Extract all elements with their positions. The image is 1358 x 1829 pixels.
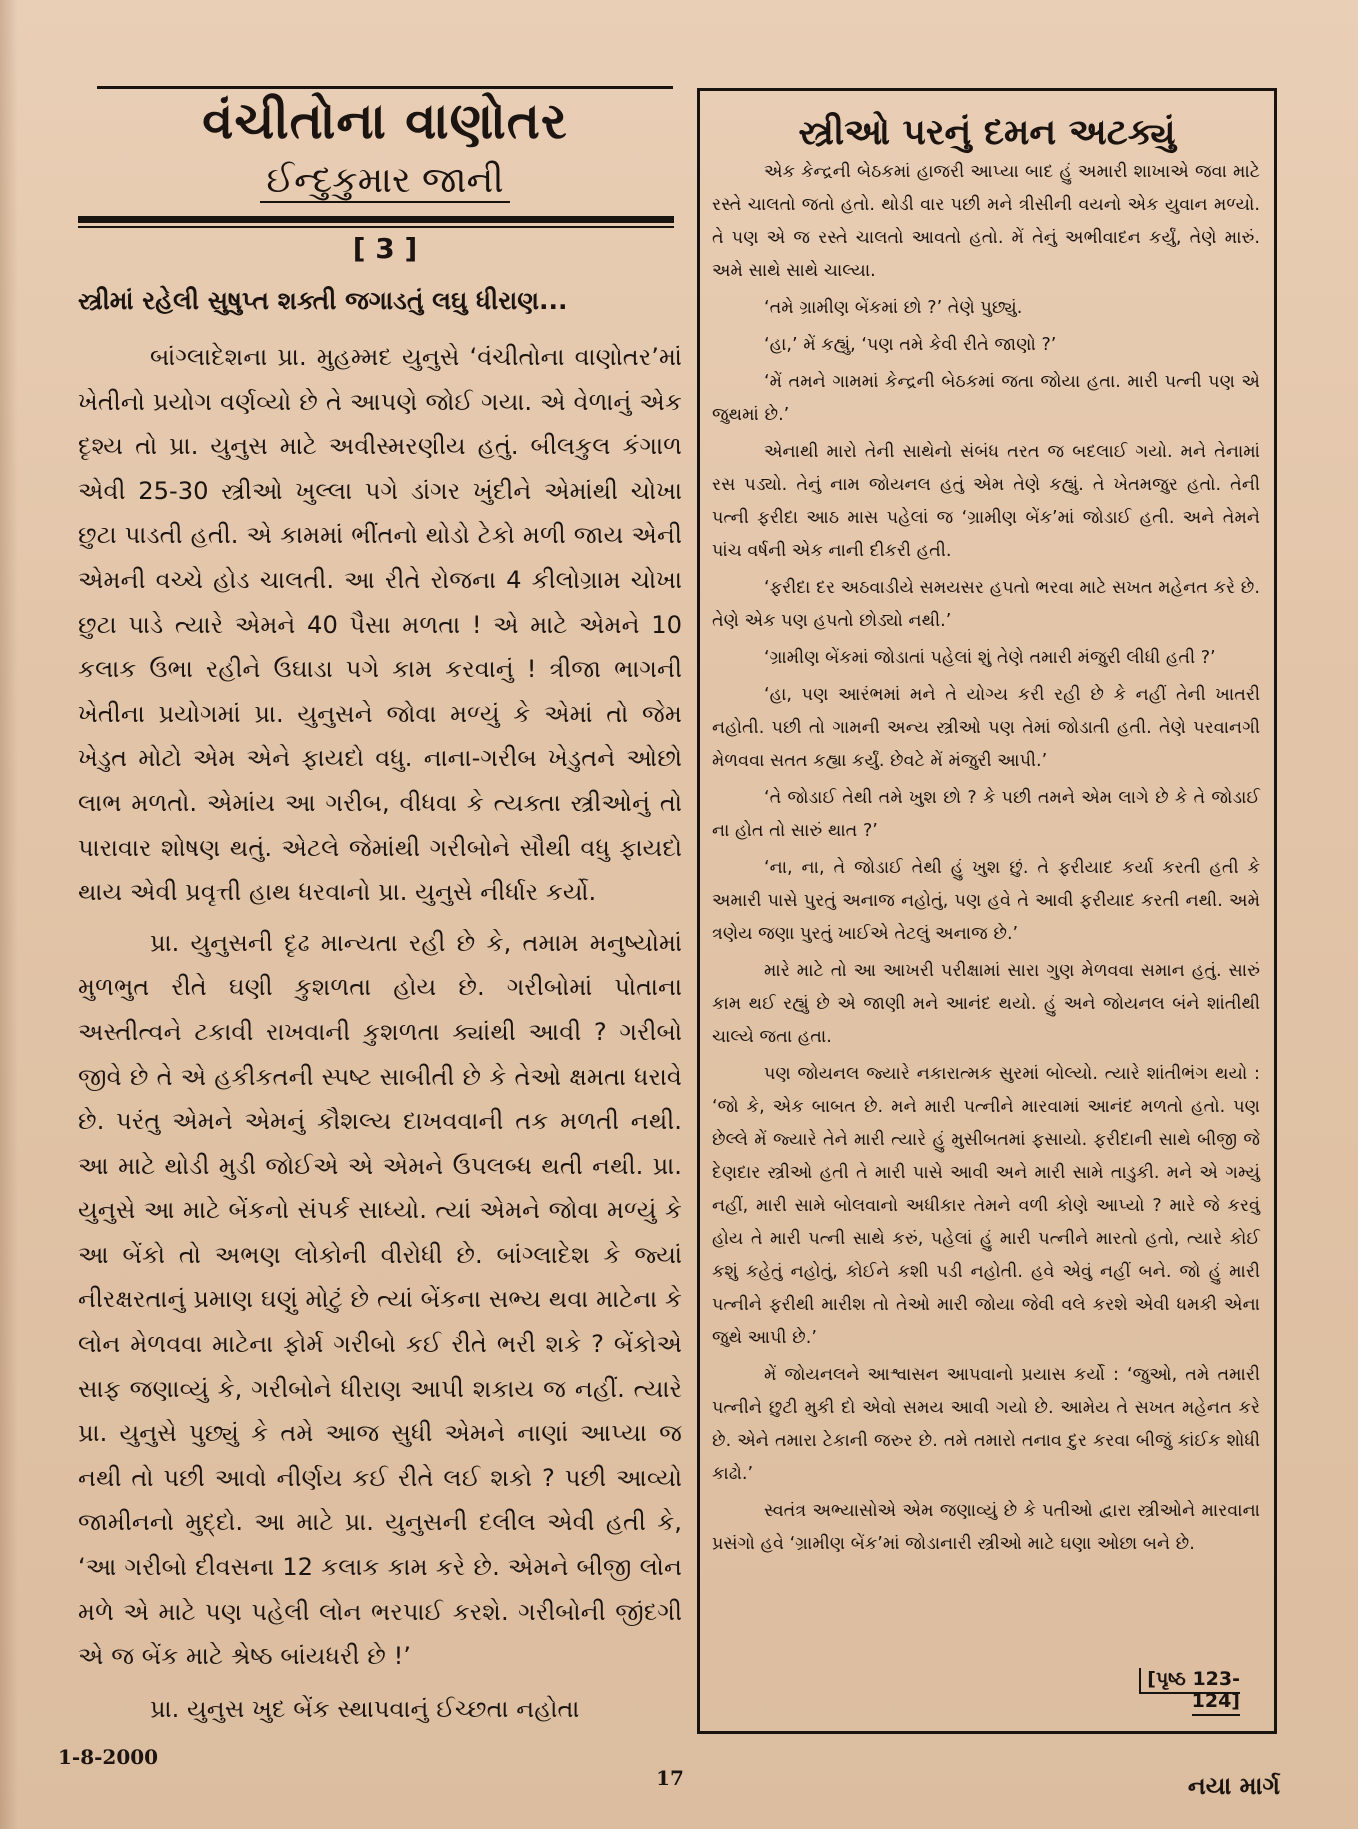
footer-magazine-name: નયા માર્ગ <box>1187 1772 1280 1800</box>
article-paragraph: બાંગ્લાદેશના પ્રા. મુહમ્મદ યુનુસે ‘વંચીતોના વાણોતર’માં ખેતીનો પ્રયોગ વર્ણવ્યો છે તે આપણે જોઈ ગયા. એ વેળાનું એક દૃશ્ય તો પ્રા. યુનુસ માટે અવીસ્મરણીય હતું. બીલકુલ કંગાળ એવી 25-30 સ્ત્રીઓ ખુલ્લા પગે ડાંગર ખુંદીને એમાંથી ચોખા છુટા પાડતી હતી. એ કામમાં ભીંતનો થોડો ટેકો મળી જાય એની એમની વચ્ચે હોડ ચાલતી. આ રીતે રોજના 4 કીલોગ્રામ ચોખા છુટા પાડે ત્યારે એમને 40 પૈસા મળતા ! એ માટે એમને 10 કલાક ઉભા રહીને ઉઘાડા પગે કામ કરવાનું ! ત્રીજા ભાગની ખેતીના પ્રયોગમાં પ્રા. યુનુસને જોવા મળ્યું કે એમાં તો જેમ ખેડુત મોટો એમ એને ફાયદો વધુ. નાના-ગરીબ ખેડુતને ઓછો લાભ મળતો. એમાંય આ ગરીબ, વીધવા કે ત્યક્તા સ્ત્રીઓનું તો પારાવાર શોષણ થતું. એટલે જેમાંથી ગરીબોને સૌથી વધુ ફાયદો થાય એવી પ્રવૃત્તી હાથ ધરવાનો પ્રા. યુનુસે નીર્ધાર કર્યો. <box>78 343 682 907</box>
sidebar-paragraph: ‘તે જોડાઈ તેથી તમે ખુશ છો ? કે પછી તમને એમ લાગે છે કે તે જોડાઈ ના હોત તો સારું થાત ?’ <box>712 788 1260 841</box>
part-number: [ 3 ] <box>352 232 418 265</box>
sidebar-paragraph: મેં જોયનલને આશ્વાસન આપવાનો પ્રયાસ કર્યો : ‘જુઓ, તમે તમારી પત્નીને છુટી મુકી દો એવો સમય આવી ગયો છે. આમેય તે સખત મહેનત કરે છે. એને તમારા ટેકાની જરુર છે. તમે તમારો તનાવ દુર કરવા બીજું કાંઈક શોધી કાઢો.’ <box>712 1365 1260 1484</box>
sidebar-paragraph: ‘ગ્રામીણ બેંકમાં જોડાતાં પહેલાં શું તેણે તમારી મંજુરી લીધી હતી ?’ <box>764 648 1216 668</box>
article-author <box>97 160 673 202</box>
author-name: ઈન્દુકુમાર જાની <box>260 160 509 203</box>
sidebar-title: સ્ત્રીઓ પરનું દમન અટક્યું <box>798 112 1176 153</box>
article-body <box>78 335 682 1737</box>
footer-page-number: 17 <box>656 1766 684 1790</box>
footer-date: 1-8-2000 <box>58 1745 159 1769</box>
sidebar-body <box>712 156 1260 1565</box>
sidebar-paragraph: પણ જોયનલ જ્યારે નકારાત્મક સુરમાં બોલ્યો. ત્યારે શાંતીભંગ થયો : ‘જો કે, એક બાબત છે. મને મારી પત્નીને મારવામાં આનંદ મળતો હતો. પણ છેલ્લે મેં જ્યારે તેને મારી ત્યારે હું મુસીબતમાં ફસાયો. ફરીદાની સાથે બીજી જે દેણદાર સ્ત્રીઓ હતી તે મારી પાસે આવી અને મારી સામે તાડુકી. મને એ ગમ્યું નહીં, મારી સામે બોલવાનો અધીકાર તેમને વળી કોણે આપ્યો ? મારે જે કરવું હોય તે મારી પત્ની સાથે કરું, પહેલાં હું મારી પત્નીને મારતો હતો, ત્યારે કોઈ કશું કહેતું નહોતું, કોઈને કશી પડી નહોતી. હવે એવું નહીં બને. જો હું મારી પત્નીને ફરીથી મારીશ તો તેઓ મારી જોયા જેવી વલે કરશે એવી ધમકી એના જુથે આપી છે.’ <box>712 1064 1260 1348</box>
article-paragraph: પ્રા. યુનુસ ખુદ બેંક સ્થાપવાનું ઈચ્છતા નહોતા <box>150 1694 580 1723</box>
sidebar-paragraph: ‘મેં તમને ગામમાં કેન્દ્રની બેઠકમાં જતા જોયા હતા. મારી પત્ની પણ એ જુથમાં છે.’ <box>712 372 1260 425</box>
author-thick-rule <box>78 216 674 223</box>
title-top-rule <box>97 86 673 89</box>
author-thin-rule <box>78 226 674 228</box>
sidebar-paragraph: ‘તમે ગ્રામીણ બેંકમાં છો ?’ તેણે પુછ્યું. <box>764 298 1023 318</box>
sidebar-paragraph: એક કેન્દ્રની બેઠકમાં હાજરી આપ્યા બાદ હું અમારી શાખાએ જવા માટે રસ્તે ચાલતો જતો હતો. થોડી વાર પછી મને ત્રીસીની વયનો એક યુવાન મળ્યો. તે પણ એ જ રસ્તે ચાલતો આવતો હતો. મેં તેનું અભીવાદન કર્યું, તેણે મારું. અમે સાથે સાથે ચાલ્યા. <box>712 162 1260 281</box>
article-title: વંચીતોના વાણોતર <box>202 92 568 150</box>
sidebar-paragraph: મારે માટે તો આ આખરી પરીક્ષામાં સારા ગુણ મેળવવા સમાન હતું. સારું કામ થઈ રહ્યું છે એ જાણી મને આનંદ થયો. હું અને જોયનલ બંને શાંતીથી ચાલ્યે જતા હતા. <box>712 961 1260 1047</box>
sidebar-paragraph: ‘હા, પણ આરંભમાં મને તે યોગ્ય કરી રહી છે કે નહીં તેની ખાતરી નહોતી. પછી તો ગામની અન્ય સ્ત્રીઓ પણ તેમાં જોડાતી હતી. તેણે પરવાનગી મેળવવા સતત કહ્યા કર્યું. છેવટે મેં મંજુરી આપી.’ <box>712 685 1260 771</box>
article-paragraph: પ્રા. યુનુસની દૃઢ માન્યતા રહી છે કે, તમામ મનુષ્યોમાં મુળભુત રીતે ઘણી કુશળતા હોય છે. ગરીબોમાં પોતાના અસ્તીત્વને ટકાવી રાખવાની કુશળતા ક્યાંથી આવી ? ગરીબો જીવે છે તે એ હકીકતની સ્પષ્ટ સાબીતી છે કે તેઓ ક્ષમતા ધરાવે છે. પરંતુ એમને એમનું કૌશલ્ય દાખવવાની તક મળતી નથી. આ માટે થોડી મુડી જોઈએ એ એમને ઉપલબ્ધ થતી નથી. પ્રા. યુનુસે આ માટે બેંકનો સંપર્ક સાધ્યો. ત્યાં એમને જોવા મળ્યું કે આ બેંકો તો અભણ લોકોની વીરોધી છે. બાંગ્લાદેશ કે જ્યાં નીરક્ષરતાનું પ્રમાણ ઘણું મોટું છે ત્યાં બેંકના સભ્ય થવા માટેના કે લોન મેળવવા માટેના ફોર્મ ગરીબો કઈ રીતે ભરી શકે ? બેંકોએ સાફ જણાવ્યું કે, ગરીબોને ધીરાણ આપી શકાય જ નહીં. ત્યારે પ્રા. યુનુસે પુછ્યું કે તમે આજ સુધી એમને નાણાં આપ્યા જ નથી તો પછી આવો નીર્ણય કઈ રીતે લઈ શકો ? પછી આવ્યો જામીનનો મુદ્દો. આ માટે પ્રા. યુનુસની દલીલ એવી હતી કે, ‘આ ગરીબો દીવસના 12 કલાક કામ કરે છે. એમને બીજી લોન મળે એ માટે પણ પહેલી લોન ભરપાઈ કરશે. ગરીબોની જીંદગી એ જ બેંક માટે શ્રેષ્ઠ બાંયધરી છે !’ <box>78 928 682 1671</box>
sidebar-paragraph: એનાથી મારો તેની સાથેનો સંબંધ તરત જ બદલાઈ ગયો. મને તેનામાં રસ પડ્યો. તેનું નામ જોયનલ હતું એમ તેણે કહ્યું. તે ખેતમજુર હતો. તેની પત્ની ફરીદા આઠ માસ પહેલાં જ ‘ગ્રામીણ બેંક’માં જોડાઈ હતી. અને તેમને પાંચ વર્ષની એક નાની દીકરી હતી. <box>712 442 1260 561</box>
sidebar-page-reference <box>1100 1668 1240 1712</box>
sidebar-paragraph: ‘ના, ના, તે જોડાઈ તેથી હું ખુશ છું. તે ફરીયાદ કર્યા કરતી હતી કે અમારી પાસે પુરતું અનાજ નહોતું, પણ હવે તે આવી ફરીયાદ કરતી નથી. અમે ત્રણેય જણા પુરતું ખાઈએ તેટલું અનાજ છે.’ <box>712 858 1260 944</box>
sidebar-paragraph: ‘હા,’ મેં કહ્યું, ‘પણ તમે કેવી રીતે જાણો ?’ <box>764 335 1057 355</box>
article-subheading: સ્ત્રીમાં રહેલી સુષુપ્ત શક્તી જગાડતું લઘુ ધીરાણ... <box>78 286 568 315</box>
page-edge-shadow <box>0 0 18 1829</box>
sidebar-paragraph: સ્વતંત્ર અભ્યાસોએ એમ જણાવ્યું છે કે પતીઓ દ્વારા સ્ત્રીઓને મારવાના પ્રસંગો હવે ‘ગ્રામીણ બેંક’માં જોડાનારી સ્ત્રીઓ માટે ઘણા ઓછા બને છે. <box>712 1501 1260 1554</box>
sidebar-paragraph: ‘ફરીદા દર અઠવાડીયે સમયસર હપતો ભરવા માટે સખત મહેનત કરે છે. તેણે એક પણ હપતો છોડ્યો નથી.’ <box>712 578 1260 631</box>
page-reference-text: [પૃષ્ઠ 123-124] <box>1139 1668 1240 1716</box>
